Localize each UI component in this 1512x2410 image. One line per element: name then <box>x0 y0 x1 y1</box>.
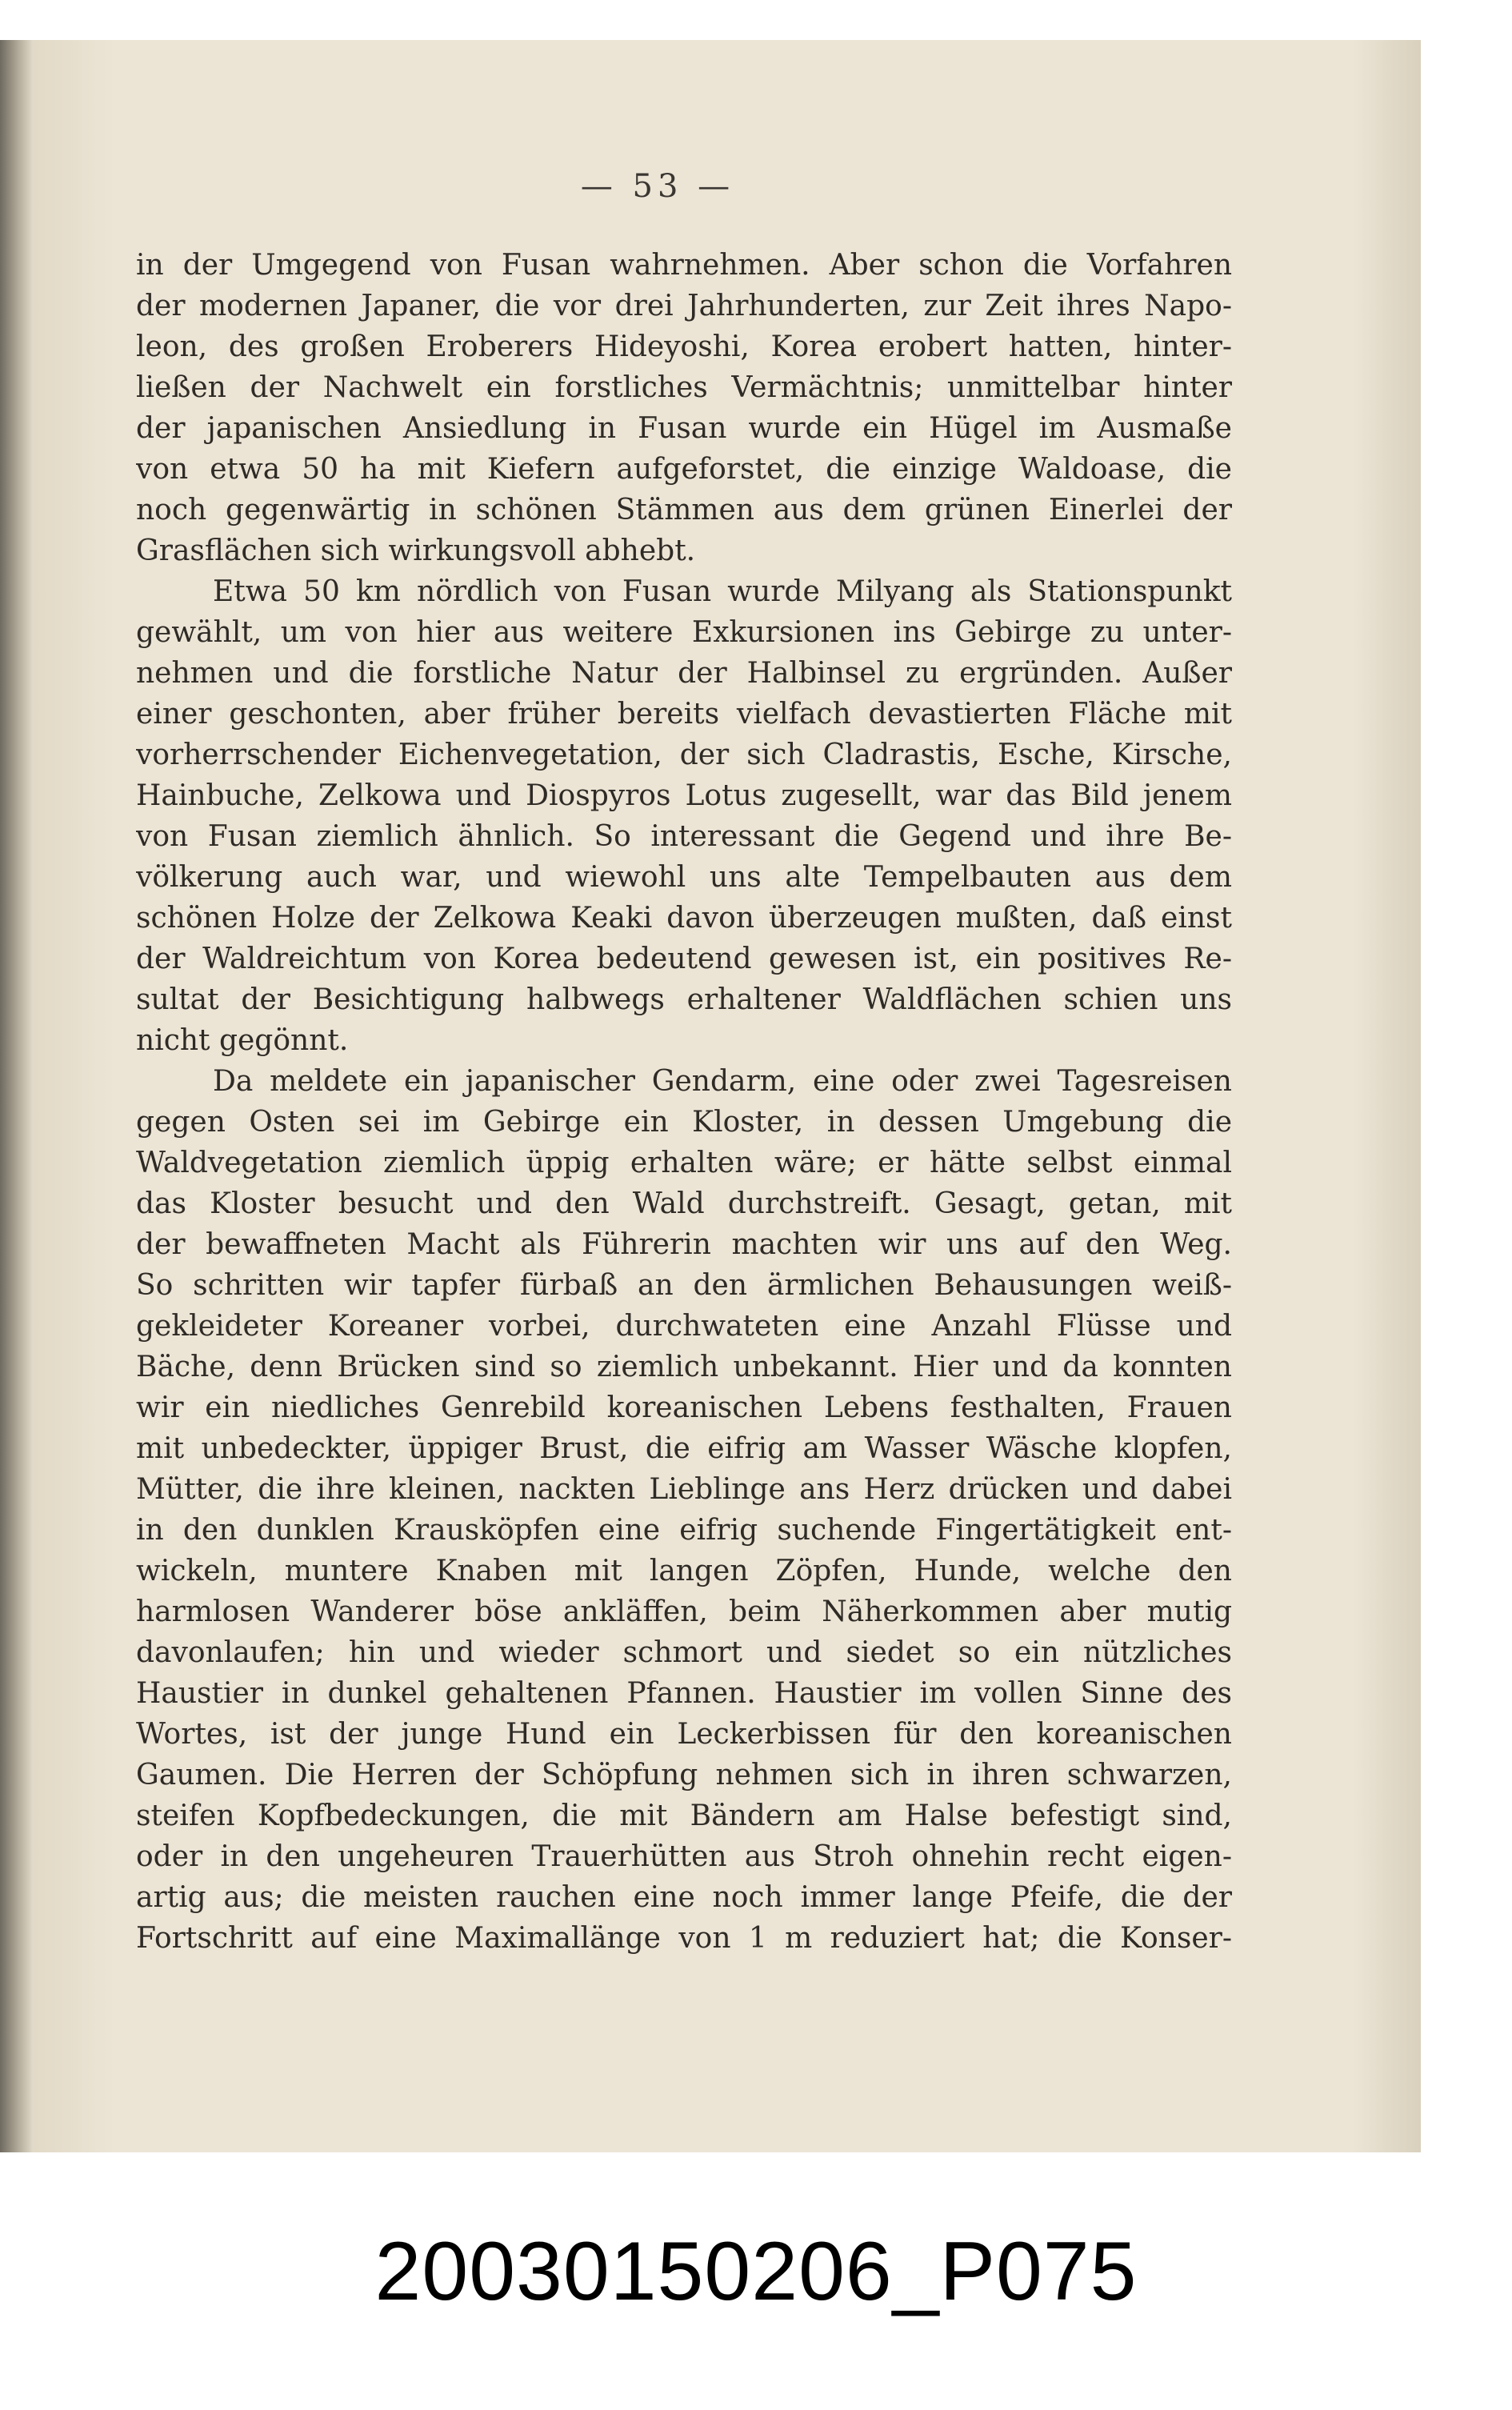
text-line: das Kloster besucht und den Wald durchstreift. Gesagt, getan, mit <box>136 1187 1232 1220</box>
text-line: Wortes, ist der junge Hund ein Leckerbissen für den koreanischen <box>136 1718 1232 1751</box>
text-line: Mütter, die ihre kleinen, nackten Lieblinge ans Herz drücken und dabei <box>136 1473 1232 1506</box>
text-line: wir ein niedliches Genrebild koreanischen Lebens festhalten, Frauen <box>136 1391 1232 1424</box>
text-line: der japanischen Ansiedlung in Fusan wurde ein Hügel im Ausmaße <box>136 412 1232 445</box>
text-line: gegen Osten sei im Gebirge ein Kloster, in dessen Umgebung die <box>136 1106 1232 1139</box>
text-line: Da meldete ein japanischer Gendarm, eine oder zwei Tagesreisen <box>213 1065 1232 1098</box>
scanned-page <box>0 40 1421 2152</box>
text-line: nicht gegönnt. <box>136 1024 349 1057</box>
text-line: vorherrschender Eichenvegetation, der sich Cladrastis, Esche, Kirsche, <box>136 739 1232 771</box>
text-line: Bäche, denn Brücken sind so ziemlich unbekannt. Hier und da konnten <box>136 1351 1232 1383</box>
text-line: Hainbuche, Zelkowa und Diospyros Lotus zugesellt, war das Bild jenem <box>136 779 1232 812</box>
body-text <box>136 245 1232 1959</box>
text-line: steifen Kopfbedeckungen, die mit Bändern am Halse befestigt sind, <box>136 1799 1232 1832</box>
text-line: nehmen und die forstliche Natur der Halbinsel zu ergründen. Außer <box>136 657 1232 690</box>
text-line: ließen der Nachwelt ein forstliches Vermächtnis; unmittelbar hinter <box>136 371 1232 404</box>
text-line: Etwa 50 km nördlich von Fusan wurde Milyang als Stationspunkt <box>213 575 1232 608</box>
text-line: wickeln, muntere Knaben mit langen Zöpfen, Hunde, welche den <box>136 1555 1232 1587</box>
text-line: einer geschonten, aber früher bereits vielfach devastierten Fläche mit <box>136 698 1232 731</box>
text-line: von etwa 50 ha mit Kiefern aufgeforstet, die einzige Waldoase, die <box>136 453 1232 486</box>
text-line: der bewaffneten Macht als Führerin machten wir uns auf den Weg. <box>136 1228 1232 1261</box>
text-line: Grasflächen sich wirkungsvoll abhebt. <box>136 534 696 567</box>
text-line: gewählt, um von hier aus weitere Exkursionen ins Gebirge zu unter- <box>136 616 1232 649</box>
text-line: Haustier in dunkel gehaltenen Pfannen. Haustier im vollen Sinne des <box>136 1677 1232 1710</box>
text-line: schönen Holze der Zelkowa Keaki davon überzeugen mußten, daß einst <box>136 902 1232 935</box>
text-line: sultat der Besichtigung halbwegs erhaltener Waldflächen schien uns <box>136 983 1232 1016</box>
text-line: von Fusan ziemlich ähnlich. So interessant die Gegend und ihre Be- <box>136 820 1232 853</box>
image-identifier-caption: 20030150206_P075 <box>374 2225 1138 2318</box>
text-line: der modernen Japaner, die vor drei Jahrhunderten, zur Zeit ihres Napo- <box>136 290 1232 322</box>
text-line: davonlaufen; hin und wieder schmort und siedet so ein nützliches <box>136 1636 1232 1669</box>
text-line: leon, des großen Eroberers Hideyoshi, Korea erobert hatten, hinter- <box>136 330 1232 363</box>
text-line: Gaumen. Die Herren der Schöpfung nehmen sich in ihren schwarzen, <box>136 1759 1232 1791</box>
text-line: So schritten wir tapfer fürbaß an den ärmlichen Behausungen weiß- <box>136 1269 1232 1302</box>
text-line: in den dunklen Krausköpfen eine eifrig suchende Fingertätigkeit ent- <box>136 1514 1232 1547</box>
text-line: Fortschritt auf eine Maximallänge von 1 m reduziert hat; die Konser- <box>136 1922 1232 1955</box>
text-line: oder in den ungeheuren Trauerhütten aus Stroh ohnehin recht eigen- <box>136 1840 1232 1873</box>
text-line: gekleideter Koreaner vorbei, durchwateten eine Anzahl Flüsse und <box>136 1310 1232 1343</box>
text-line: Waldvegetation ziemlich üppig erhalten wäre; er hätte selbst einmal <box>136 1147 1232 1179</box>
text-line: noch gegenwärtig in schönen Stämmen aus dem grünen Einerlei der <box>136 494 1232 526</box>
text-line: völkerung auch war, und wiewohl uns alte Tempelbauten aus dem <box>136 861 1232 894</box>
text-line: harmlosen Wanderer böse ankläffen, beim Näherkommen aber mutig <box>136 1595 1232 1628</box>
text-line: in der Umgegend von Fusan wahrnehmen. Aber schon die Vorfahren <box>136 249 1232 282</box>
page-number: — 53 — <box>580 168 735 205</box>
text-line: artig aus; die meisten rauchen eine noch immer lange Pfeife, die der <box>136 1881 1232 1914</box>
text-line: mit unbedeckter, üppiger Brust, die eifrig am Wasser Wäsche klopfen, <box>136 1432 1232 1465</box>
page-sheet <box>34 40 1421 2152</box>
text-line: der Waldreichtum von Korea bedeutend gewesen ist, ein positives Re- <box>136 943 1232 975</box>
book-spine-edge <box>0 40 34 2152</box>
